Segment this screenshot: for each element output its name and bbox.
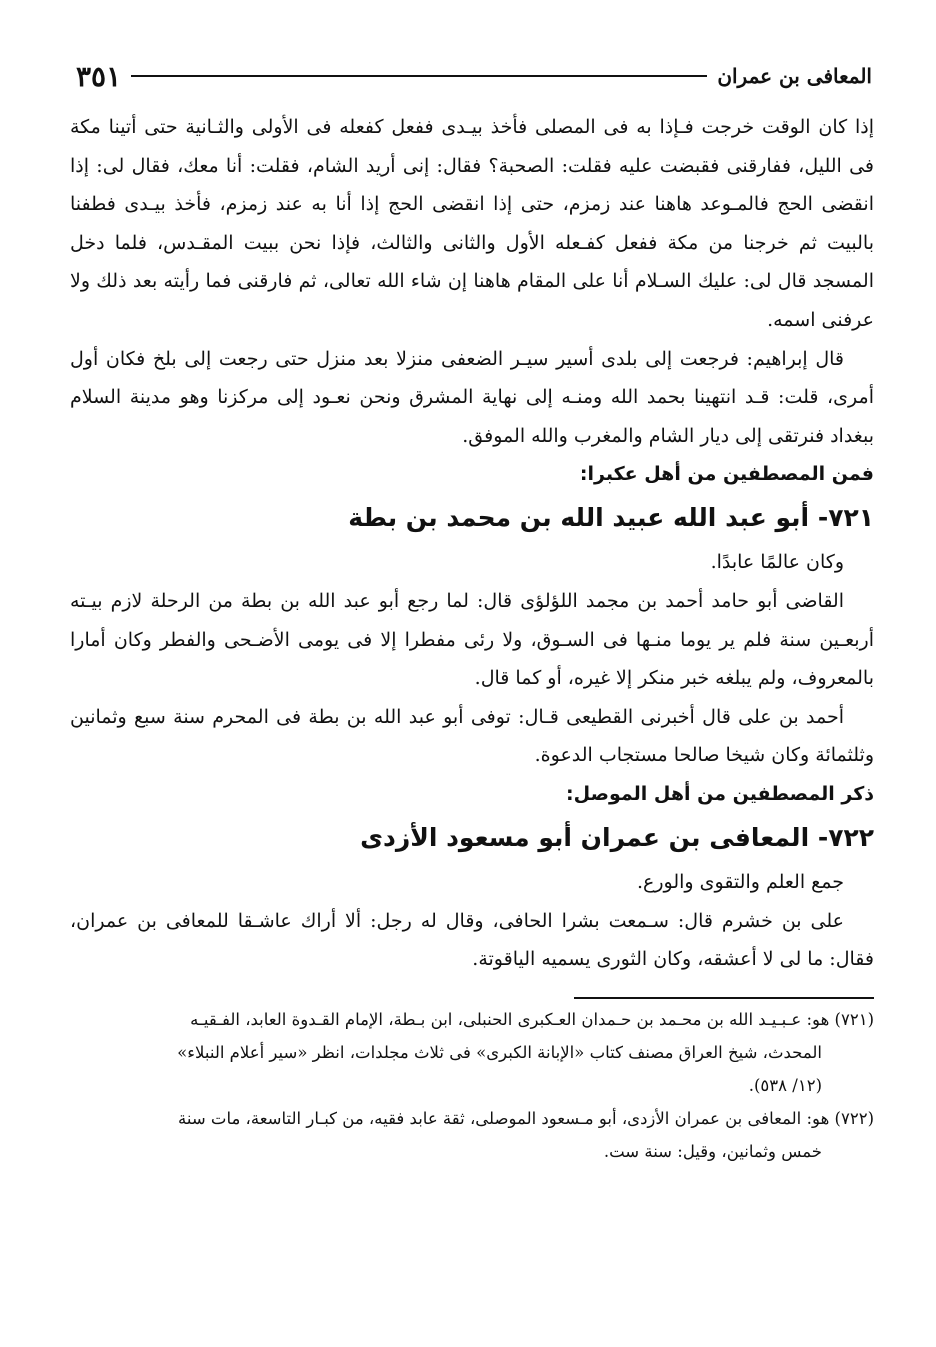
page-number: ٣٥١ (76, 59, 122, 93)
main-text (70, 108, 874, 1168)
footnote-line: (٧٢٢) هو: المعافى بن عمران الأزدى، أبو مـسعود الموصلى، ثقة عابد فقيه، من كبـار التاسعة، مات سنة (178, 1108, 874, 1128)
paragraph: على بن خشرم قال: سـمعت بشرا الحافى، وقال له رجل: ألا أراك عاشـقا للمعافى بن عمران، فقال: ما لى لا أعشقه، وكان الثورى يسميه الياقوتة. (70, 909, 874, 971)
paragraph: وكان عالمًا عابدًا. (710, 551, 844, 574)
paragraph: قال إبراهيم: فرجعت إلى بلدى أسير سيـر الضعفى منزلا بعد منزل حتى رجعت إلى بلخ فكان أول أمرى، قلت: قـد انتهينا بحمد الله ومنـه إلى نهاية المشرق ونحن نعـود إلى مركزنا وهو مدينة السلام ببغداد فنرتقى إلى ديار الشام والمغرب والله الموفق. (70, 347, 874, 447)
entry-title: ٧٢١- أبو عبد الله عبيد الله بن محمد بن بطة (348, 503, 874, 533)
paragraph: جمع العلم والتقوى والورع. (636, 870, 844, 893)
footnote-line: (١٢/ ٥٣٨). (748, 1075, 822, 1095)
section-heading: فمن المصطفين من أهل عكبرا: (579, 463, 874, 486)
footnote-line: المحدث، شيخ العراق مصنف كتاب «الإبانة الكبرى» فى ثلاث مجلدات، انظر «سير أعلام النبلاء» (177, 1042, 822, 1062)
footnote-rule (574, 997, 874, 999)
footnotes (70, 1003, 874, 1168)
paragraph: القاضى أبو حامد أحمد بن مجمد اللؤلؤى قال: لما رجع أبو عبد الله بن بطة من الرحلة لازم بيـته أربعـين سنة فلم ير يوما منـها فى السـوق، ولا رئى مفطرا إلا فى يومى الأضـحى والفطر وكان أمارا بالمعروف، ولم يبلغه خبر منكر إلا غيره، أو كما قال. (70, 589, 874, 690)
page-header (76, 56, 872, 96)
footnote-line: خمس وثمانين، وقيل: سنة ست. (603, 1141, 822, 1161)
running-title: المعافى بن عمران (717, 64, 872, 88)
header-rule (131, 75, 707, 77)
entry-title: ٧٢٢- المعافى بن عمران أبو مسعود الأزدى (360, 822, 874, 852)
paragraph: أحمد بن على قال أخبرنى القطيعى قـال: توفى أبو عبد الله بن بطة فى المحرم سنة سبع وثمانين وثلثمائة وكان شيخا صالحا مستجاب الدعوة. (70, 705, 874, 767)
paragraph: إذا كان الوقت خرجت فـإذا به فى المصلى فأخذ بيـدى ففعل كفعله فى الأولى والثـانية حتى أتينا مكة فى الليل، ففارقنى فقبضت عليه فقلت: الصحبة؟ فقال: إنى أريد الشام، فقلت: أنا معك، فقال لى: إذا انقضى الحج فالمـوعد هاهنا عند زمزم، حتى إذا انقضى الحج إذا أنا به عند زمزم، فأخذ بيـدى فطفنا بالبيت ثم خرجنا من مكة ففعل كفـعله الأول والثانى والثالث، فإذا نحن ببيت المقـدس، فلما دخل المسجد قال لى: عليك السـلام أنا على المقام هاهنا إن شاء الله تعالى، ثم فارقنى فما رأيته بعد ذلك ولا عرفنى اسمه. (70, 116, 874, 331)
section-heading: ذكر المصطفين من أهل الموصل: (566, 782, 874, 805)
footnote-line: (٧٢١) هو: عـبـيـد الله بن محـمد بن حـمدان العـكبرى الحنبلى، ابن بـطة، الإمام القـدوة العابد، الفـقيـه (190, 1009, 874, 1029)
